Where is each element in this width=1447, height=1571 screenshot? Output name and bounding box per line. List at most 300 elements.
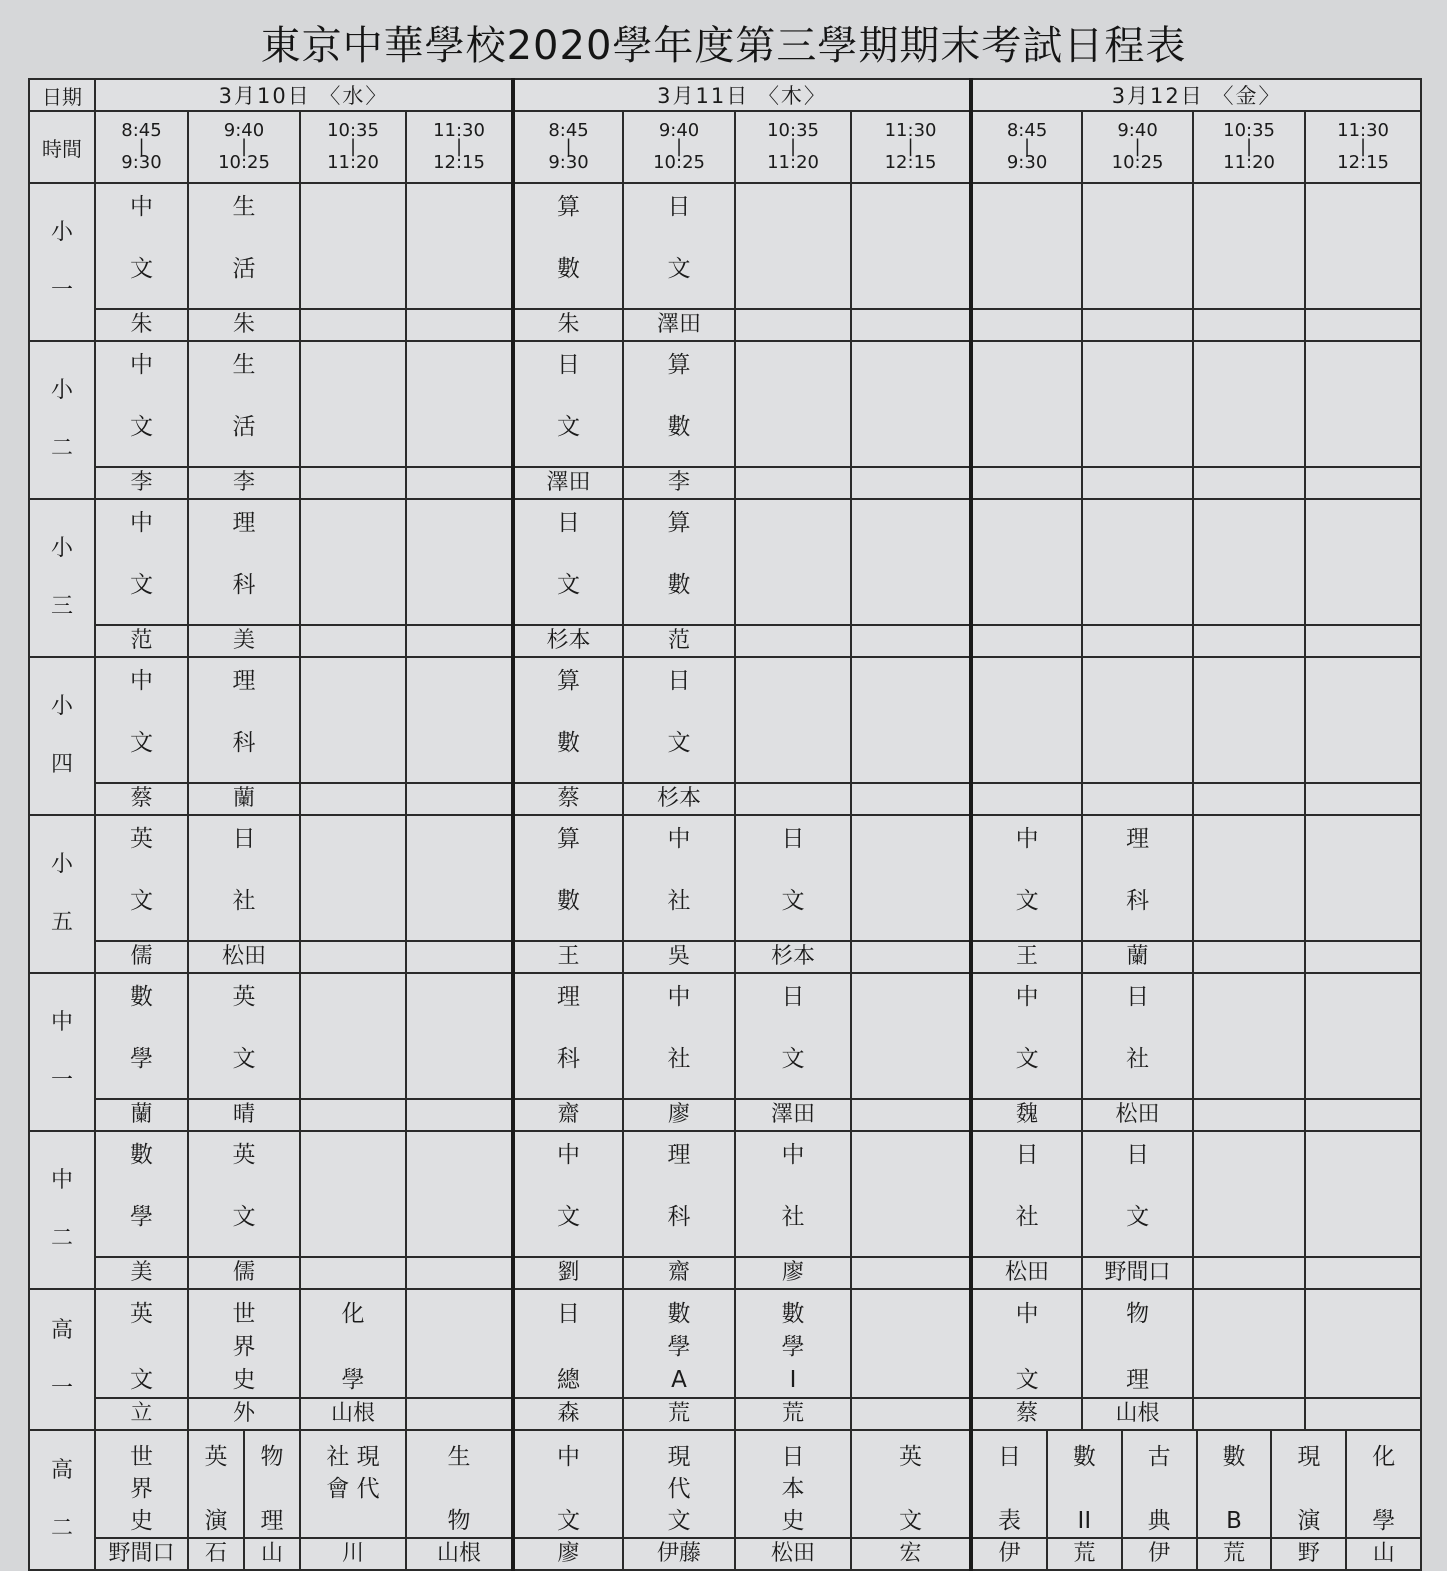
teacher-cell: 儒 bbox=[95, 941, 188, 973]
subject-char: I bbox=[789, 1367, 797, 1393]
subject-char: 中 bbox=[130, 194, 153, 220]
subject-char: 文 bbox=[557, 572, 581, 598]
teacher-cell: 蘭 bbox=[1082, 941, 1193, 973]
grade-subject-row bbox=[29, 815, 1421, 941]
subject-char: 文 bbox=[557, 1204, 581, 1230]
subject-cell bbox=[95, 341, 188, 467]
subject-cell bbox=[300, 1131, 406, 1257]
subject-char bbox=[245, 1473, 299, 1505]
teacher-cell: 山根 bbox=[300, 1398, 406, 1430]
subject-char: 現 bbox=[667, 1444, 691, 1470]
subject-char: 文 bbox=[1126, 1204, 1150, 1230]
grade-label bbox=[29, 973, 95, 1131]
subject-char: 學 bbox=[667, 1334, 691, 1360]
subject-cell bbox=[1193, 657, 1305, 783]
period-separator: | bbox=[455, 136, 463, 157]
subject-char: 社 bbox=[232, 888, 256, 914]
period-end: 10:25 bbox=[1111, 152, 1164, 173]
subject-char: 文 bbox=[781, 1046, 805, 1072]
teacher-cell: 澤田 bbox=[735, 1099, 851, 1131]
teacher-cell: 美 bbox=[188, 625, 300, 657]
teacher-cell: 澤田 bbox=[623, 309, 735, 341]
subject-cell bbox=[623, 815, 735, 941]
period-end: 11:20 bbox=[1223, 152, 1275, 173]
teacher-cell bbox=[300, 1257, 406, 1289]
subject-char: 數 bbox=[781, 1301, 805, 1327]
teacher-cell: 宏 bbox=[851, 1538, 971, 1570]
subject-char: 文 bbox=[130, 888, 153, 914]
grade-subject-row bbox=[29, 657, 1421, 783]
subject-char: 中 bbox=[130, 668, 153, 694]
subject-char: 史 bbox=[232, 1367, 256, 1393]
period-time-d2-p2 bbox=[623, 111, 735, 183]
subject-cell bbox=[1305, 183, 1421, 309]
subject-char: 史 bbox=[130, 1508, 153, 1534]
period-time-d1-p1 bbox=[95, 111, 188, 183]
subject-char: 世 bbox=[232, 1301, 256, 1327]
teacher-cell: 立 bbox=[95, 1398, 188, 1430]
subject-char: 社 bbox=[667, 888, 691, 914]
subject-char bbox=[1272, 1473, 1345, 1505]
teacher-cell: 荒 bbox=[1046, 1539, 1121, 1569]
subject-char: 英 bbox=[232, 1142, 256, 1168]
subject-char: 文 bbox=[1015, 1046, 1039, 1072]
teacher-cell bbox=[851, 1398, 971, 1430]
period-start: 11:30 bbox=[1337, 120, 1390, 141]
teacher-cell: 野 bbox=[1270, 1539, 1345, 1569]
period-time-d3-p3 bbox=[1193, 111, 1305, 183]
teacher-cell: 朱 bbox=[188, 309, 300, 341]
grade-label-1: 高 bbox=[50, 1458, 73, 1483]
subject-cell bbox=[1082, 657, 1193, 783]
teacher-cell: 魏 bbox=[971, 1099, 1082, 1131]
subject-char: 社 bbox=[1015, 1204, 1039, 1230]
subject-cell bbox=[1305, 657, 1421, 783]
subject-cell bbox=[300, 1289, 406, 1398]
subject-char: 物 bbox=[260, 1444, 284, 1470]
teacher-cell bbox=[406, 1099, 513, 1131]
subject-char bbox=[1083, 1331, 1192, 1364]
teacher-cell bbox=[1082, 783, 1193, 815]
grade-teacher-row bbox=[29, 1257, 1421, 1289]
teacher-cell bbox=[1305, 1099, 1421, 1131]
grade-teacher-row bbox=[29, 1538, 1421, 1570]
period-start: 10:35 bbox=[1223, 120, 1275, 141]
subject-cell bbox=[1305, 1289, 1421, 1398]
period-time-d2-p1 bbox=[513, 111, 623, 183]
period-end: 9:30 bbox=[548, 152, 589, 173]
subject-char: 學 bbox=[1372, 1508, 1396, 1534]
period-start: 9:40 bbox=[658, 120, 700, 141]
subject-char: 古 bbox=[1147, 1444, 1171, 1470]
subject-char bbox=[407, 1473, 511, 1505]
teacher-cell: 杉本 bbox=[735, 941, 851, 973]
subject-char: 學 bbox=[341, 1367, 365, 1393]
grade-label-1: 小 bbox=[50, 378, 73, 403]
subject-char: 日 bbox=[667, 668, 691, 694]
subject-cell bbox=[188, 183, 300, 309]
subject-char bbox=[1048, 1473, 1121, 1505]
subject-char: 科 bbox=[667, 1204, 691, 1230]
subject-cell bbox=[1121, 1431, 1196, 1537]
teacher-cell bbox=[1193, 1398, 1305, 1430]
teacher-cell: 儒 bbox=[188, 1257, 300, 1289]
subject-char: 文 bbox=[232, 1046, 256, 1072]
subject-char: 英 bbox=[130, 826, 153, 852]
subject-char: 學 bbox=[130, 1046, 153, 1072]
subject-cell bbox=[300, 973, 406, 1099]
teacher-cell: 荒 bbox=[735, 1398, 851, 1430]
subject-char: 日 bbox=[997, 1444, 1021, 1470]
day3-split-teachers bbox=[971, 1538, 1421, 1570]
subject-cell bbox=[1193, 499, 1305, 625]
teacher-cell bbox=[1305, 467, 1421, 499]
subject-char: 算 bbox=[557, 826, 581, 852]
teacher-cell bbox=[406, 467, 513, 499]
teacher-cell: 李 bbox=[95, 467, 188, 499]
period-start: 8:45 bbox=[548, 120, 589, 141]
teacher-cell bbox=[300, 625, 406, 657]
subject-char bbox=[973, 1331, 1081, 1364]
teacher-cell bbox=[1082, 309, 1193, 341]
subject-char: 日 bbox=[1126, 984, 1150, 1010]
subject-cell bbox=[1082, 341, 1193, 467]
subject-cell bbox=[851, 1430, 971, 1538]
subject-char: 學 bbox=[130, 1204, 153, 1230]
teacher-cell bbox=[1305, 309, 1421, 341]
period-separator: | bbox=[1246, 136, 1253, 157]
subject-cell bbox=[1305, 499, 1421, 625]
subject-char: 理 bbox=[1126, 826, 1150, 852]
subject-cell bbox=[406, 499, 513, 625]
period-separator: | bbox=[1134, 136, 1141, 157]
subject-cell bbox=[406, 815, 513, 941]
subject-char: 數 bbox=[1222, 1444, 1246, 1470]
teacher-cell bbox=[406, 783, 513, 815]
date-label: 日期 bbox=[29, 79, 95, 111]
grade-teacher-row bbox=[29, 1099, 1421, 1131]
teacher-cell: 王 bbox=[971, 941, 1082, 973]
subject-cell bbox=[406, 341, 513, 467]
teacher-cell: 劉 bbox=[513, 1257, 623, 1289]
subject-cell bbox=[1193, 815, 1305, 941]
subject-char: 英 bbox=[204, 1444, 228, 1470]
period-end: 9:30 bbox=[121, 152, 162, 173]
teacher-cell bbox=[971, 467, 1082, 499]
date-row bbox=[29, 79, 1421, 111]
teacher-cell bbox=[851, 309, 971, 341]
teacher-cell bbox=[1193, 783, 1305, 815]
subject-char: 理 bbox=[232, 510, 256, 536]
period-separator: | bbox=[240, 136, 248, 157]
period-start: 8:45 bbox=[121, 120, 162, 141]
subject-cell bbox=[1082, 973, 1193, 1099]
grade-label-1: 小 bbox=[50, 852, 73, 877]
subject-char: B bbox=[1226, 1508, 1242, 1534]
subject-char: 中 bbox=[130, 510, 153, 536]
teacher-cell: 美 bbox=[95, 1257, 188, 1289]
subject-char bbox=[301, 1331, 405, 1364]
teacher-cell: 王 bbox=[513, 941, 623, 973]
subject-char: 中 bbox=[1015, 1301, 1039, 1327]
subject-char: 文 bbox=[130, 256, 153, 282]
subject-char: 科 bbox=[1126, 888, 1150, 914]
subject-char: 界 bbox=[232, 1334, 256, 1360]
subject-cell bbox=[971, 499, 1082, 625]
period-separator: | bbox=[907, 136, 914, 157]
teacher-cell: 廖 bbox=[513, 1538, 623, 1570]
subject-cell bbox=[513, 815, 623, 941]
subject-char: 活 bbox=[232, 256, 256, 282]
teacher-cell: 森 bbox=[513, 1398, 623, 1430]
grade-label-2: 四 bbox=[50, 752, 73, 777]
teacher-cell bbox=[851, 941, 971, 973]
grade-subject-row bbox=[29, 973, 1421, 1099]
teacher-cell bbox=[1082, 625, 1193, 657]
teacher-cell: 蔡 bbox=[95, 783, 188, 815]
subject-char: 文 bbox=[899, 1508, 923, 1534]
subject-cell bbox=[623, 1289, 735, 1398]
subject-cell bbox=[1193, 973, 1305, 1099]
teacher-cell: 荒 bbox=[1196, 1539, 1271, 1569]
grade-subject-row bbox=[29, 1289, 1421, 1398]
period-end: 11:20 bbox=[327, 152, 379, 173]
teacher-cell bbox=[406, 1398, 513, 1430]
subject-char: 社 bbox=[667, 1046, 691, 1072]
subject-cell bbox=[95, 657, 188, 783]
period-end: 12:15 bbox=[1337, 152, 1390, 173]
grade-subject-row bbox=[29, 1430, 1421, 1538]
subject-char bbox=[189, 1473, 243, 1505]
subject-char: 文 bbox=[667, 256, 691, 282]
period-start: 8:45 bbox=[1006, 120, 1048, 141]
subject-cell bbox=[973, 1431, 1046, 1537]
teacher-cell: 廖 bbox=[735, 1257, 851, 1289]
subject-char: 史 bbox=[781, 1508, 805, 1534]
subject-char: 物 bbox=[1126, 1301, 1150, 1327]
teacher-cell bbox=[1305, 783, 1421, 815]
subject-char: 文 bbox=[130, 1367, 153, 1393]
grade-label bbox=[29, 815, 95, 973]
teacher-cell bbox=[1193, 941, 1305, 973]
subject-cell bbox=[300, 815, 406, 941]
subject-char: II bbox=[1077, 1508, 1092, 1534]
grade-label-2: 二 bbox=[50, 1226, 73, 1251]
subject-char bbox=[1198, 1473, 1271, 1505]
subject-char: 科 bbox=[232, 730, 256, 756]
teacher-cell bbox=[735, 467, 851, 499]
subject-char: 活 bbox=[232, 414, 256, 440]
subject-cell bbox=[513, 499, 623, 625]
subject-char: 日 bbox=[781, 826, 805, 852]
subject-char: 數 bbox=[557, 256, 581, 282]
subject-char: 日 bbox=[557, 510, 581, 536]
subject-cell bbox=[188, 657, 300, 783]
subject-cell bbox=[406, 973, 513, 1099]
teacher-half: 山 bbox=[243, 1539, 299, 1569]
subject-cell bbox=[971, 183, 1082, 309]
subject-cell bbox=[95, 1131, 188, 1257]
subject-char: 文 bbox=[130, 572, 153, 598]
subject-char: 生 bbox=[447, 1444, 471, 1470]
subject-char: 理 bbox=[557, 984, 581, 1010]
period-time-d3-p2 bbox=[1082, 111, 1193, 183]
subject-cell bbox=[971, 1289, 1082, 1398]
teacher-cell: 澤田 bbox=[513, 467, 623, 499]
grade-teacher-row bbox=[29, 467, 1421, 499]
subject-cell bbox=[95, 1289, 188, 1398]
grade-label bbox=[29, 183, 95, 341]
period-start: 10:35 bbox=[327, 120, 379, 141]
teacher-cell bbox=[1193, 309, 1305, 341]
subject-char: 文 bbox=[232, 1204, 256, 1230]
teacher-cell: 范 bbox=[623, 625, 735, 657]
subject-char: 演 bbox=[204, 1508, 228, 1534]
subject-half bbox=[189, 1431, 243, 1537]
subject-cell bbox=[623, 1131, 735, 1257]
grade-label-1: 中 bbox=[50, 1010, 73, 1035]
subject-cell bbox=[735, 341, 851, 467]
subject-char: 現 bbox=[1297, 1444, 1321, 1470]
page-title: 東京中華學校2020學年度第三學期期末考試日程表 bbox=[260, 23, 1187, 69]
grade-label-2: 一 bbox=[50, 278, 73, 303]
teacher-cell bbox=[406, 1257, 513, 1289]
subject-char: 表 bbox=[997, 1508, 1021, 1534]
subject-cell bbox=[300, 183, 406, 309]
subject-cell bbox=[95, 815, 188, 941]
period-start: 9:40 bbox=[223, 120, 265, 141]
teacher-cell: 吳 bbox=[623, 941, 735, 973]
teacher-cell: 松田 bbox=[188, 941, 300, 973]
subject-char: 總 bbox=[557, 1367, 581, 1393]
teacher-cell bbox=[406, 309, 513, 341]
subject-char: 化 bbox=[341, 1301, 365, 1327]
subject-char: 生 bbox=[232, 194, 256, 220]
teacher-cell: 伊藤 bbox=[623, 1538, 735, 1570]
split-teacher-wrap bbox=[189, 1539, 299, 1569]
teacher-cell bbox=[971, 309, 1082, 341]
subject-cell bbox=[300, 1430, 406, 1538]
period-separator: | bbox=[138, 136, 145, 157]
subject-cell bbox=[188, 341, 300, 467]
teacher-cell: 蔡 bbox=[971, 1398, 1082, 1430]
teacher-cell: 杉本 bbox=[513, 625, 623, 657]
subject-char: 數 bbox=[1072, 1444, 1096, 1470]
day-header-1: 3月10日 〈水〉 bbox=[95, 79, 513, 111]
subject-char: 代 bbox=[667, 1476, 691, 1502]
grade-label bbox=[29, 1430, 95, 1570]
teacher-cell: 齋 bbox=[623, 1257, 735, 1289]
subject-char: 化 bbox=[1372, 1444, 1396, 1470]
grade-subject-row bbox=[29, 183, 1421, 309]
subject-char: 英 bbox=[899, 1444, 923, 1470]
subject-cell bbox=[735, 183, 851, 309]
period-separator: | bbox=[565, 136, 572, 157]
grade-label-2: 一 bbox=[50, 1068, 73, 1093]
subject-char: 算 bbox=[667, 510, 691, 536]
grade-teacher-row bbox=[29, 309, 1421, 341]
subject-char: 文 bbox=[130, 730, 153, 756]
subject-cell bbox=[1082, 1131, 1193, 1257]
subject-cell bbox=[851, 1289, 971, 1398]
grade-label-1: 小 bbox=[50, 220, 73, 245]
teacher-cell: 杉本 bbox=[623, 783, 735, 815]
subject-char: 中 bbox=[1015, 984, 1039, 1010]
subject-cell bbox=[623, 499, 735, 625]
subject-cell bbox=[735, 1430, 851, 1538]
teacher-cell bbox=[851, 1257, 971, 1289]
day-header-3: 3月12日 〈金〉 bbox=[971, 79, 1421, 111]
time-label: 時間 bbox=[29, 111, 95, 183]
teacher-cell bbox=[735, 783, 851, 815]
subject-cell bbox=[188, 1131, 300, 1257]
subject-char: 中 bbox=[667, 984, 691, 1010]
teacher-cell bbox=[1305, 1257, 1421, 1289]
teacher-cell: 廖 bbox=[623, 1099, 735, 1131]
day3-teacher-wrap bbox=[973, 1539, 1420, 1569]
teacher-cell bbox=[1193, 1257, 1305, 1289]
subject-cell bbox=[513, 1289, 623, 1398]
subject-char: 英 bbox=[130, 1301, 153, 1327]
subject-cell bbox=[1196, 1431, 1271, 1537]
teacher-cell: 朱 bbox=[513, 309, 623, 341]
teacher-cell bbox=[300, 1099, 406, 1131]
teacher-cell bbox=[971, 625, 1082, 657]
subject-cell bbox=[851, 973, 971, 1099]
subject-char bbox=[1347, 1473, 1420, 1505]
subject-cell bbox=[971, 815, 1082, 941]
grade-label-2: 三 bbox=[50, 594, 73, 619]
grade-subject-row bbox=[29, 1131, 1421, 1257]
subject-cell bbox=[735, 657, 851, 783]
subject-cell bbox=[1082, 183, 1193, 309]
teacher-cell: 范 bbox=[95, 625, 188, 657]
teacher-cell bbox=[1193, 1099, 1305, 1131]
subject-cell bbox=[406, 1430, 513, 1538]
grade-subject-row bbox=[29, 499, 1421, 625]
day3-subject-wrap bbox=[973, 1431, 1420, 1537]
subject-char: 英 bbox=[232, 984, 256, 1010]
subject-cell bbox=[851, 341, 971, 467]
grade-label-1: 小 bbox=[50, 536, 73, 561]
day-header-2: 3月11日 〈木〉 bbox=[513, 79, 971, 111]
subject-char: 本 bbox=[781, 1476, 805, 1502]
period-time-d1-p4 bbox=[406, 111, 513, 183]
grade-label-2: 五 bbox=[50, 910, 73, 935]
subject-char: 中 bbox=[1015, 826, 1039, 852]
subject-char: 數 bbox=[667, 414, 691, 440]
subject-cell bbox=[971, 1131, 1082, 1257]
teacher-cell: 晴 bbox=[188, 1099, 300, 1131]
subject-char: 典 bbox=[1147, 1508, 1171, 1534]
grade-label bbox=[29, 1131, 95, 1289]
teacher-cell bbox=[1193, 467, 1305, 499]
period-time-d1-p2 bbox=[188, 111, 300, 183]
subject-char: 理 bbox=[260, 1508, 284, 1534]
period-start: 9:40 bbox=[1117, 120, 1158, 141]
subject-cell bbox=[188, 815, 300, 941]
grade-teacher-row bbox=[29, 625, 1421, 657]
grade-label-2: 二 bbox=[50, 1516, 73, 1541]
teacher-cell: 外 bbox=[188, 1398, 300, 1430]
period-start: 10:35 bbox=[767, 120, 819, 141]
subject-char: 日 bbox=[781, 1444, 805, 1470]
period-time-d2-p3 bbox=[735, 111, 851, 183]
subject-char: 日 bbox=[667, 194, 691, 220]
teacher-cell bbox=[851, 1099, 971, 1131]
subject-char: 中 bbox=[781, 1142, 805, 1168]
day3-split-subjects bbox=[971, 1430, 1421, 1538]
